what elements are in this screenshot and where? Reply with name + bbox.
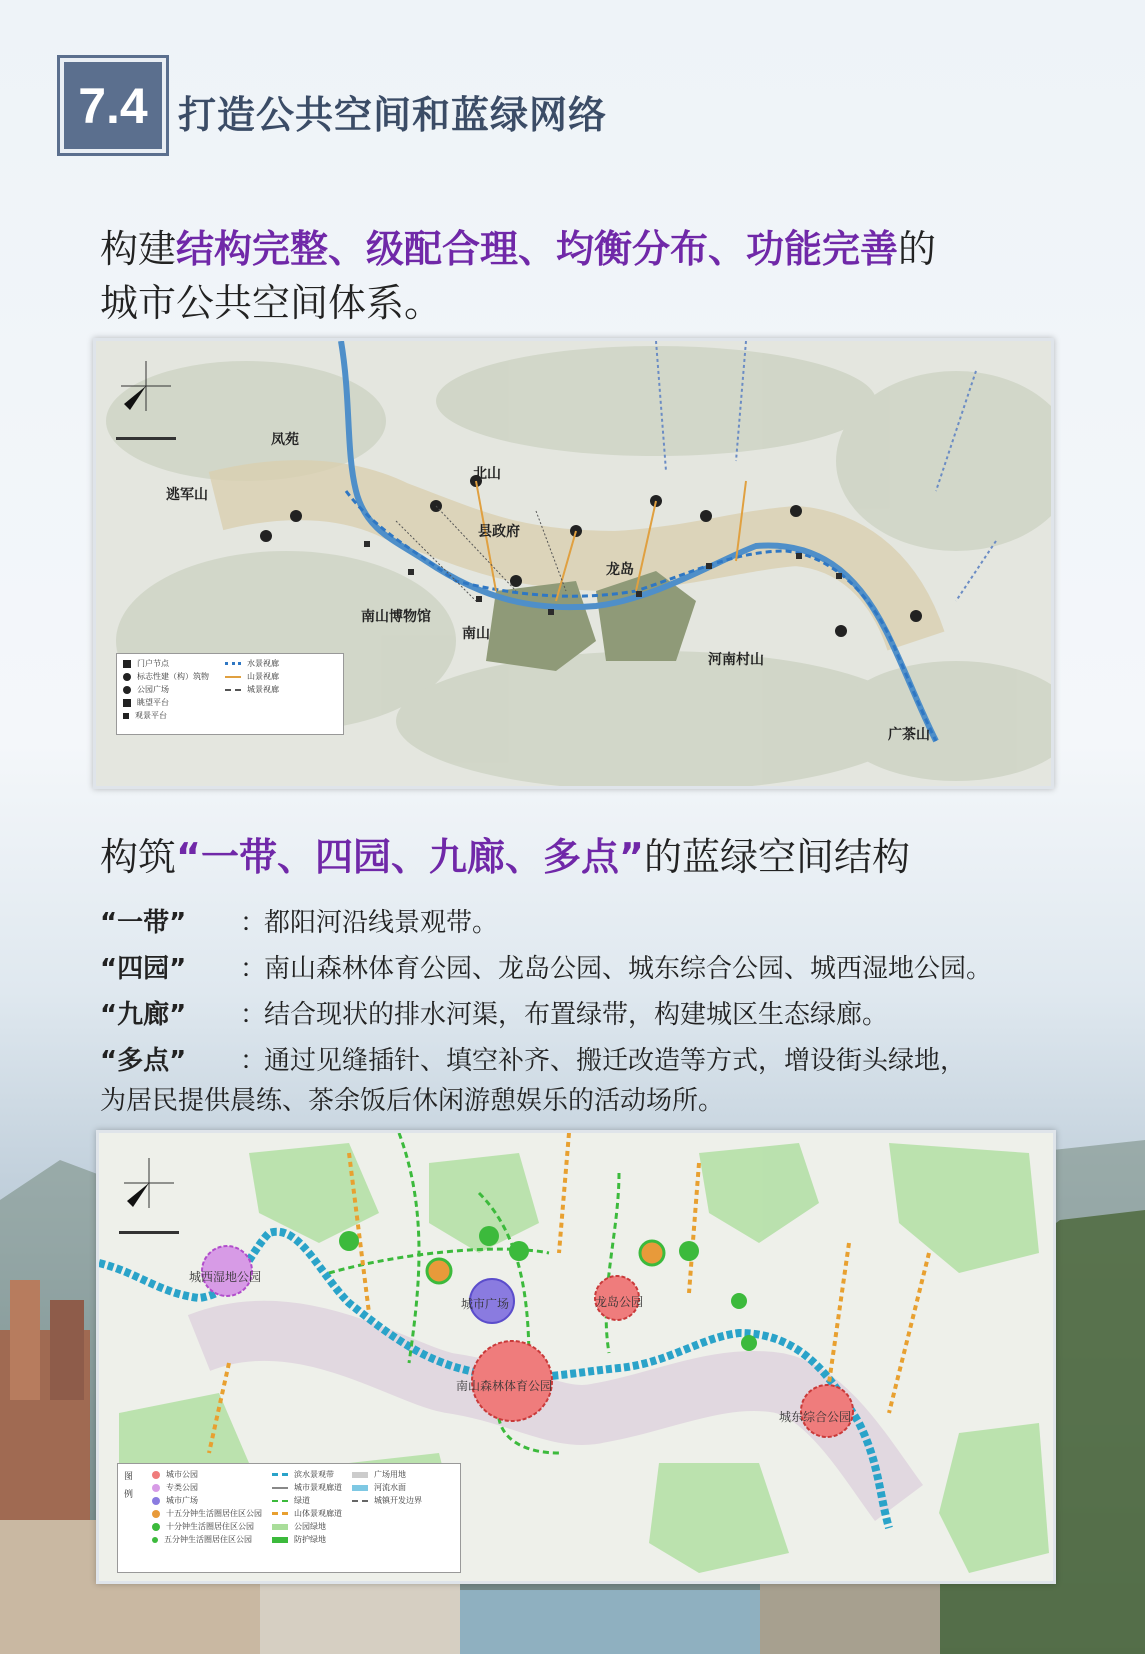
- section-number-badge: [60, 58, 166, 153]
- label-taojunshan: 逃军山: [166, 487, 208, 503]
- item-text-continued: 为居民提供晨练、茶余饭后休闲游憩娱乐的活动场所。: [100, 1086, 725, 1116]
- label-guangchashan: 广茶山: [888, 727, 930, 743]
- legend-city-corridor: 城景视廊: [247, 685, 279, 694]
- structure-heading: [100, 826, 910, 881]
- label-east-park: 城东综合公园: [779, 1410, 852, 1424]
- legend-mountain-corridor: 山景视廊: [247, 672, 279, 681]
- intro-prefix: 构建: [100, 227, 177, 271]
- legend-lookout-platform: 眺望平台: [137, 698, 169, 707]
- structure-item-jiulang: “九廊” ： 结合现状的排水河渠，布置绿带，构建城区生态绿廊。: [100, 992, 1090, 1038]
- label-fengyuan: 凤苑: [271, 432, 299, 448]
- map2-legend: [117, 1463, 461, 1573]
- legend-special-park: 专类公园: [166, 1483, 198, 1492]
- label-west-wetland-park: 城西湿地公园: [189, 1270, 262, 1284]
- legend-park-plaza: 公园广场: [137, 685, 169, 694]
- label-longdao: 龙岛: [606, 562, 634, 578]
- label-nanshan-museum: 南山博物馆: [361, 609, 431, 625]
- label-xianzhengfu: 县政府: [478, 524, 520, 540]
- item-text: 南山森林体育公园、龙岛公园、城东综合公园、城西湿地公园。: [264, 954, 993, 984]
- label-longdao-park: 龙岛公园: [595, 1295, 644, 1309]
- legend-waterfront: 滨水景观带: [294, 1470, 334, 1479]
- structure-suffix: 的蓝绿空间结构: [643, 835, 910, 879]
- section-number: 7.4: [78, 77, 148, 134]
- label-henancunshan: 河南村山: [708, 652, 764, 668]
- public-space-map: [93, 338, 1054, 789]
- legend-city-plaza: 城市广场: [166, 1496, 198, 1505]
- legend-title: 图 例: [124, 1472, 134, 1500]
- legend-p15: 十五分钟生活圈居住区公园: [166, 1509, 262, 1518]
- intro-text: [100, 222, 1060, 330]
- item-key: “四园”: [100, 954, 187, 984]
- item-text: 通过见缝插针、填空补齐、搬迁改造等方式，增设街头绿地，: [264, 1046, 967, 1076]
- label-city-plaza: 城市广场: [461, 1297, 510, 1311]
- legend-landmark: 标志性建（构）筑物: [137, 672, 209, 681]
- legend-square: 广场用地: [374, 1470, 406, 1479]
- label-beishan: 北山: [473, 466, 501, 482]
- blue-green-structure-map: [96, 1130, 1056, 1584]
- structure-item-siyuan: “四园” ： 南山森林体育公园、龙岛公园、城东综合公园、城西湿地公园。: [100, 946, 1090, 992]
- legend-protection: 防护绿地: [294, 1535, 326, 1544]
- intro-suffix: 的: [898, 227, 937, 271]
- map1-legend: [116, 653, 344, 735]
- label-nanshan: 南山: [462, 626, 490, 642]
- legend-mountain: 山体景观廊道: [294, 1509, 342, 1518]
- structure-highlight: “一带、四园、九廊、多点”: [176, 835, 644, 879]
- legend-water-corridor: 水景视廊: [247, 659, 279, 668]
- label-nanshan-park: 南山森林体育公园: [456, 1379, 553, 1393]
- legend-p10: 十分钟生活圈居住区公园: [166, 1522, 254, 1531]
- intro-highlight: 结构完整、级配合理、均衡分布、功能完善: [176, 227, 899, 271]
- legend-boundary: 城镇开发边界: [374, 1496, 422, 1505]
- structure-items: [100, 900, 1090, 1118]
- item-key: “一带”: [100, 908, 187, 938]
- item-key: “九廊”: [100, 1000, 187, 1030]
- item-text: 结合现状的排水河渠，布置绿带，构建城区生态绿廊。: [264, 1000, 889, 1030]
- structure-item-duodian: “多点” ： 通过见缝插针、填空补齐、搬迁改造等方式，增设街头绿地，: [100, 1038, 1090, 1084]
- legend-city-park: 城市公园: [166, 1470, 198, 1479]
- legend-greenway: 绿道: [294, 1496, 310, 1505]
- legend-water: 河流水面: [374, 1483, 406, 1492]
- item-key: “多点”: [100, 1046, 187, 1076]
- item-text: 都阳河沿线景观带。: [264, 908, 499, 938]
- legend-gate-node: 门户节点: [137, 659, 169, 668]
- structure-item-yidai: “一带” ： 都阳河沿线景观带。: [100, 900, 1090, 946]
- legend-green-space: 公园绿地: [294, 1522, 326, 1531]
- legend-p5: 五分钟生活圈居住区公园: [164, 1535, 252, 1544]
- legend-city-landscape: 城市景观廊道: [294, 1483, 342, 1492]
- legend-view-platform: 观景平台: [135, 711, 167, 720]
- intro-line2: 城市公共空间体系。: [100, 281, 443, 325]
- structure-prefix: 构筑: [100, 835, 177, 879]
- section-title: 打造公共空间和蓝绿网络: [178, 93, 608, 137]
